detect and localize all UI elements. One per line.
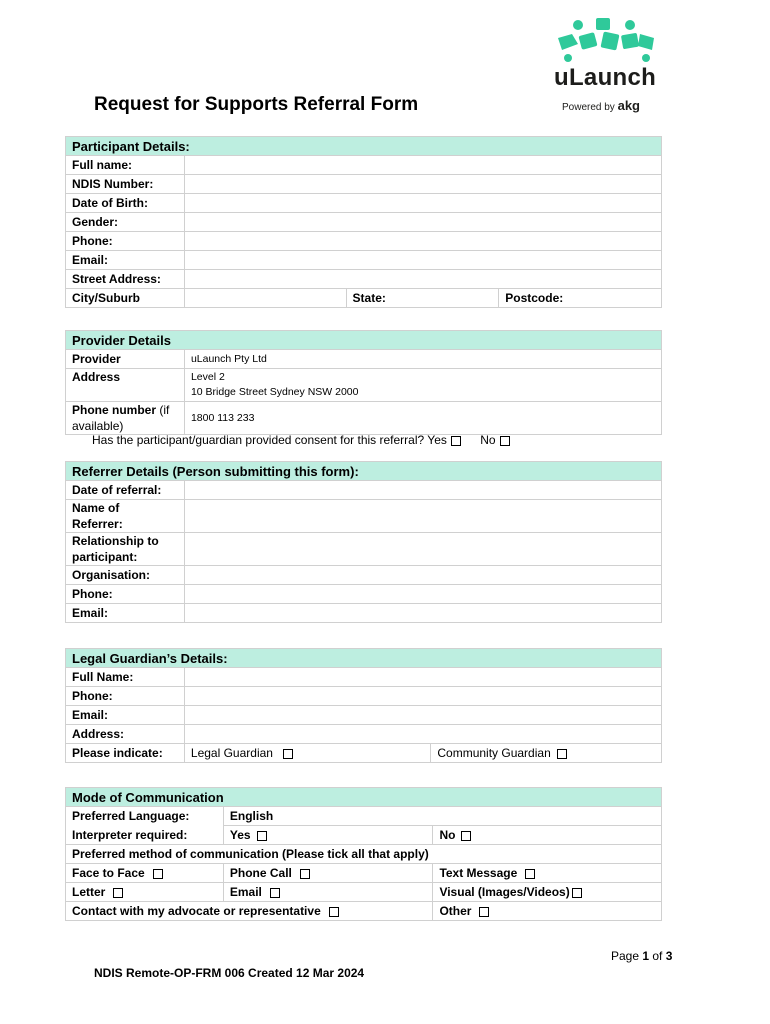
postcode-label[interactable]: Postcode: [499,289,662,308]
phone-label: Phone: [66,232,185,251]
community-guardian-checkbox[interactable] [557,749,567,759]
powered-by: Powered by akg [562,98,640,113]
other-checkbox[interactable] [479,907,489,917]
visual-option: Visual (Images/Videos) [433,883,662,902]
referrer-email-label: Email: [66,604,185,623]
email-field[interactable] [184,251,661,270]
relationship-label: Relationship to participant: [66,533,185,566]
phone-call-checkbox[interactable] [300,869,310,879]
full-name-label: Full name: [66,156,185,175]
guardian-address-label: Address: [66,725,185,744]
interpreter-yes-checkbox[interactable] [257,831,267,841]
referrer-details-table [65,461,662,623]
guardian-details-table [65,648,662,763]
participant-heading: Participant Details: [66,137,662,156]
akg-brand: akg [617,98,640,113]
state-label[interactable]: State: [346,289,499,308]
email-option: Email [223,883,433,902]
face-to-face-option: Face to Face [66,864,224,883]
advocate-checkbox[interactable] [329,907,339,917]
provider-heading: Provider Details [66,331,662,350]
full-name-field[interactable] [184,156,661,175]
visual-checkbox[interactable] [572,888,582,898]
other-option: Other [433,902,662,921]
letter-checkbox[interactable] [113,888,123,898]
consent-question: Has the participant/guardian provided consent for this referral? Yes No [92,433,510,447]
participant-details-table [65,136,662,308]
guardian-address-field[interactable] [184,725,661,744]
email-checkbox[interactable] [270,888,280,898]
street-field[interactable] [184,270,661,289]
consent-yes-checkbox[interactable] [451,436,461,446]
interpreter-no-checkbox[interactable] [461,831,471,841]
logo-figures-icon [552,16,662,66]
footer-reference: NDIS Remote-OP-FRM 006 Created 12 Mar 2024 [94,966,365,980]
city-label: City/Suburb [66,289,185,308]
legal-guardian-option: Legal Guardian [184,744,430,763]
provider-value: uLaunch Pty Ltd [184,350,661,369]
relationship-field[interactable] [184,533,661,566]
guardian-name-field[interactable] [184,668,661,687]
interpreter-no-option: No [433,826,662,845]
street-label: Street Address: [66,270,185,289]
referral-date-label: Date of referral: [66,481,185,500]
gender-field[interactable] [184,213,661,232]
community-guardian-option: Community Guardian [431,744,662,763]
referral-date-field[interactable] [184,481,661,500]
provider-details-table [65,330,662,435]
consent-no-checkbox[interactable] [500,436,510,446]
guardian-phone-field[interactable] [184,687,661,706]
communication-table [65,787,662,921]
preferred-language-label: Preferred Language: [66,807,224,826]
page-number: Page 1 of 3 [611,949,673,963]
communication-heading: Mode of Communication [66,788,662,807]
referrer-phone-field[interactable] [184,585,661,604]
referrer-email-field[interactable] [184,604,661,623]
referrer-name-field[interactable] [184,500,661,533]
guardian-email-field[interactable] [184,706,661,725]
guardian-email-label: Email: [66,706,185,725]
logo-name: uLaunch [554,64,657,91]
letter-option: Letter [66,883,224,902]
referrer-phone-label: Phone: [66,585,185,604]
ndis-number-field[interactable] [184,175,661,194]
phone-field[interactable] [184,232,661,251]
interpreter-yes-option: Yes [223,826,433,845]
text-message-option: Text Message [433,864,662,883]
face-to-face-checkbox[interactable] [153,869,163,879]
provider-phone-value: 1800 113 233 [184,402,661,435]
organisation-field[interactable] [184,566,661,585]
dob-label: Date of Birth: [66,194,185,213]
ulaunch-logo [552,16,662,116]
interpreter-label: Interpreter required: [66,826,224,845]
referrer-name-label: Name of Referrer: [66,500,185,533]
dob-field[interactable] [184,194,661,213]
ndis-number-label: NDIS Number: [66,175,185,194]
provider-address: Level 2 10 Bridge Street Sydney NSW 2000 [184,369,661,402]
provider-label: Provider [66,350,185,369]
city-field[interactable] [184,289,346,308]
address-label: Address [66,369,185,402]
legal-guardian-checkbox[interactable] [283,749,293,759]
preferred-language-value[interactable]: English [223,807,661,826]
method-heading: Preferred method of communication (Please tick all that apply) [66,845,662,864]
gender-label: Gender: [66,213,185,232]
guardian-name-label: Full Name: [66,668,185,687]
form-title: Request for Supports Referral Form [94,94,419,115]
phone-call-option: Phone Call [223,864,433,883]
advocate-option: Contact with my advocate or representative [66,902,433,921]
referrer-heading: Referrer Details (Person submitting this form): [66,462,662,481]
email-label: Email: [66,251,185,270]
text-message-checkbox[interactable] [525,869,535,879]
organisation-label: Organisation: [66,566,185,585]
phone-number-label: Phone number (if available) [66,402,185,435]
guardian-heading: Legal Guardian’s Details: [66,649,662,668]
guardian-phone-label: Phone: [66,687,185,706]
indicate-label: Please indicate: [66,744,185,763]
